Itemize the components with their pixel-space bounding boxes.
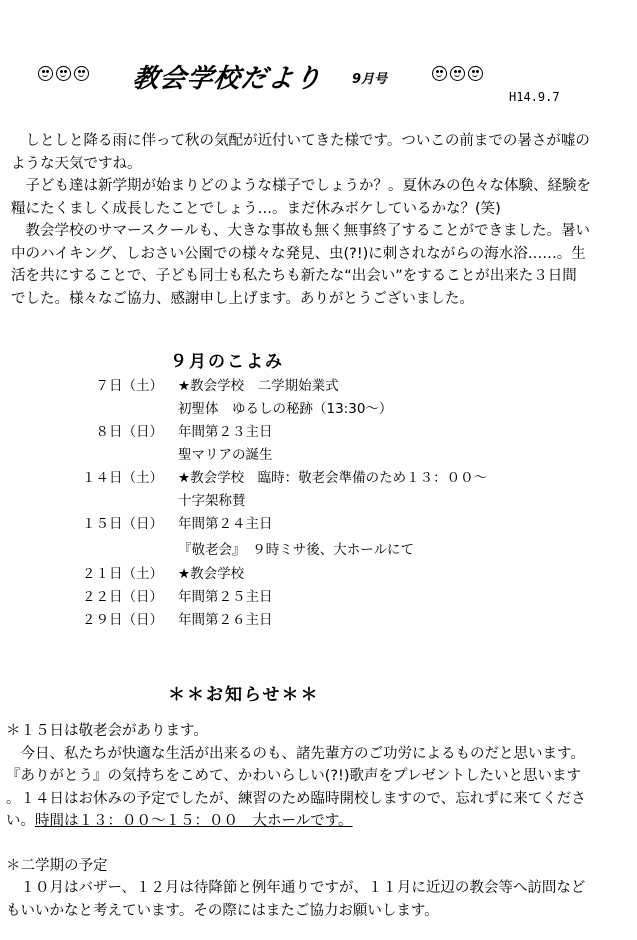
notice-line: ＊１５日は敬老会があります。 <box>6 723 208 739</box>
notice-line: もいいかなと考えています。その際にはまたご協力お願いします。 <box>6 902 439 919</box>
intro-line: 活を共にすることで、子ども同士も私たちも新たな“出会い”をすることが出来た３日間 <box>11 268 577 284</box>
intro-line: 子ども達は新学期が始まりどのような様子でしょうか？。夏休みの色々な体験、経験を <box>11 178 591 194</box>
calendar-date: ２１日（土） <box>82 566 163 582</box>
intro-line: 中のハイキング、しおさい公園での様々な発見、虫(?!)に刺されながらの海水浴……。生 <box>11 245 586 262</box>
notice-fragment: い。 <box>6 813 35 829</box>
calendar-event: 年間第２５主日 <box>178 589 273 605</box>
calendar-date: １５日（日） <box>82 516 163 532</box>
intro-line: しとしと降る雨に伴って秋の気配が近付いてきた様です。ついこの前までの暑さが嘘の <box>11 133 590 149</box>
intro-text <box>11 130 631 310</box>
issue-label: 9月号 <box>352 72 388 87</box>
notice-line: 『ありがとう』の気持ちをこめて、かわいらしい(?!)歌声をプレゼントしたいと思います <box>6 768 581 784</box>
calendar-date: ２２日（日） <box>82 589 163 605</box>
calendar-event: 聖マリアの誕生 <box>178 447 273 463</box>
calendar-event: 『敬老会』 ９時ミサ後、大ホールにて <box>178 542 414 558</box>
notice-line: １０月はバザー、１２月は待降節と例年通りですが、１１月に近辺の教会等へ訪問など <box>6 880 586 896</box>
intro-line: でした。様々なご協力、感謝申し上げます。ありがとうございました。 <box>11 290 474 307</box>
notices-title: ＊＊お知らせ＊＊ <box>168 685 320 705</box>
issue-date: H14.9.7 <box>509 90 560 104</box>
calendar-event: 十字架称賛 <box>178 493 246 509</box>
calendar-event: ★教会学校 二学期始業式 <box>178 378 339 394</box>
intro-line: ような天気ですね。 <box>11 155 142 172</box>
notice-time: 時間は１３：００～１５：００ 大ホールです。 <box>35 813 353 829</box>
calendar-event: 年間第２３主日 <box>178 424 273 440</box>
calendar-title: ９月のこよみ <box>170 352 284 372</box>
notice-line: ＊二学期の予定 <box>6 857 108 874</box>
calendar-event: 年間第２６主日 <box>178 612 273 628</box>
smiley-icon <box>450 66 465 81</box>
smiley-icon <box>468 66 483 81</box>
newsletter-title: 教会学校だより <box>131 64 324 94</box>
smiley-icon <box>432 66 447 81</box>
calendar-date: ８日（日） <box>95 424 163 440</box>
calendar-date: ２９日（日） <box>82 612 163 628</box>
intro-line: 教会学校のサマースクールも、大きな事故も無く無事終了することができました。暑い <box>11 223 590 239</box>
notices-text <box>6 720 632 922</box>
calendar-event: ★教会学校 <box>178 566 245 582</box>
calendar-event: ★教会学校 臨時：敬老会準備のため１３：００～ <box>178 470 488 486</box>
notice-line <box>6 810 632 833</box>
calendar-date: １４日（土） <box>82 470 163 486</box>
notice-line: 今日、私たちが快適な生活が出来るのも、諸先輩方のご功労によるものだと思います。 <box>6 745 585 762</box>
smiley-icon <box>38 66 53 81</box>
spacer <box>6 833 632 855</box>
calendar-event: 初聖体 ゆるしの秘跡（13:30～） <box>178 401 393 417</box>
intro-line: 糧にたくましく成長したことでしょう…。まだ休みボケしているかな？(笑) <box>11 200 501 217</box>
calendar-event: 年間第２４主日 <box>178 516 273 532</box>
smiley-icon <box>74 66 89 81</box>
notice-line: 。１４日はお休みの予定でしたが、練習のため臨時開校しますので、忘れずに来てくださ <box>6 790 586 807</box>
calendar-date: ７日（土） <box>95 378 163 394</box>
smiley-icon <box>56 66 71 81</box>
